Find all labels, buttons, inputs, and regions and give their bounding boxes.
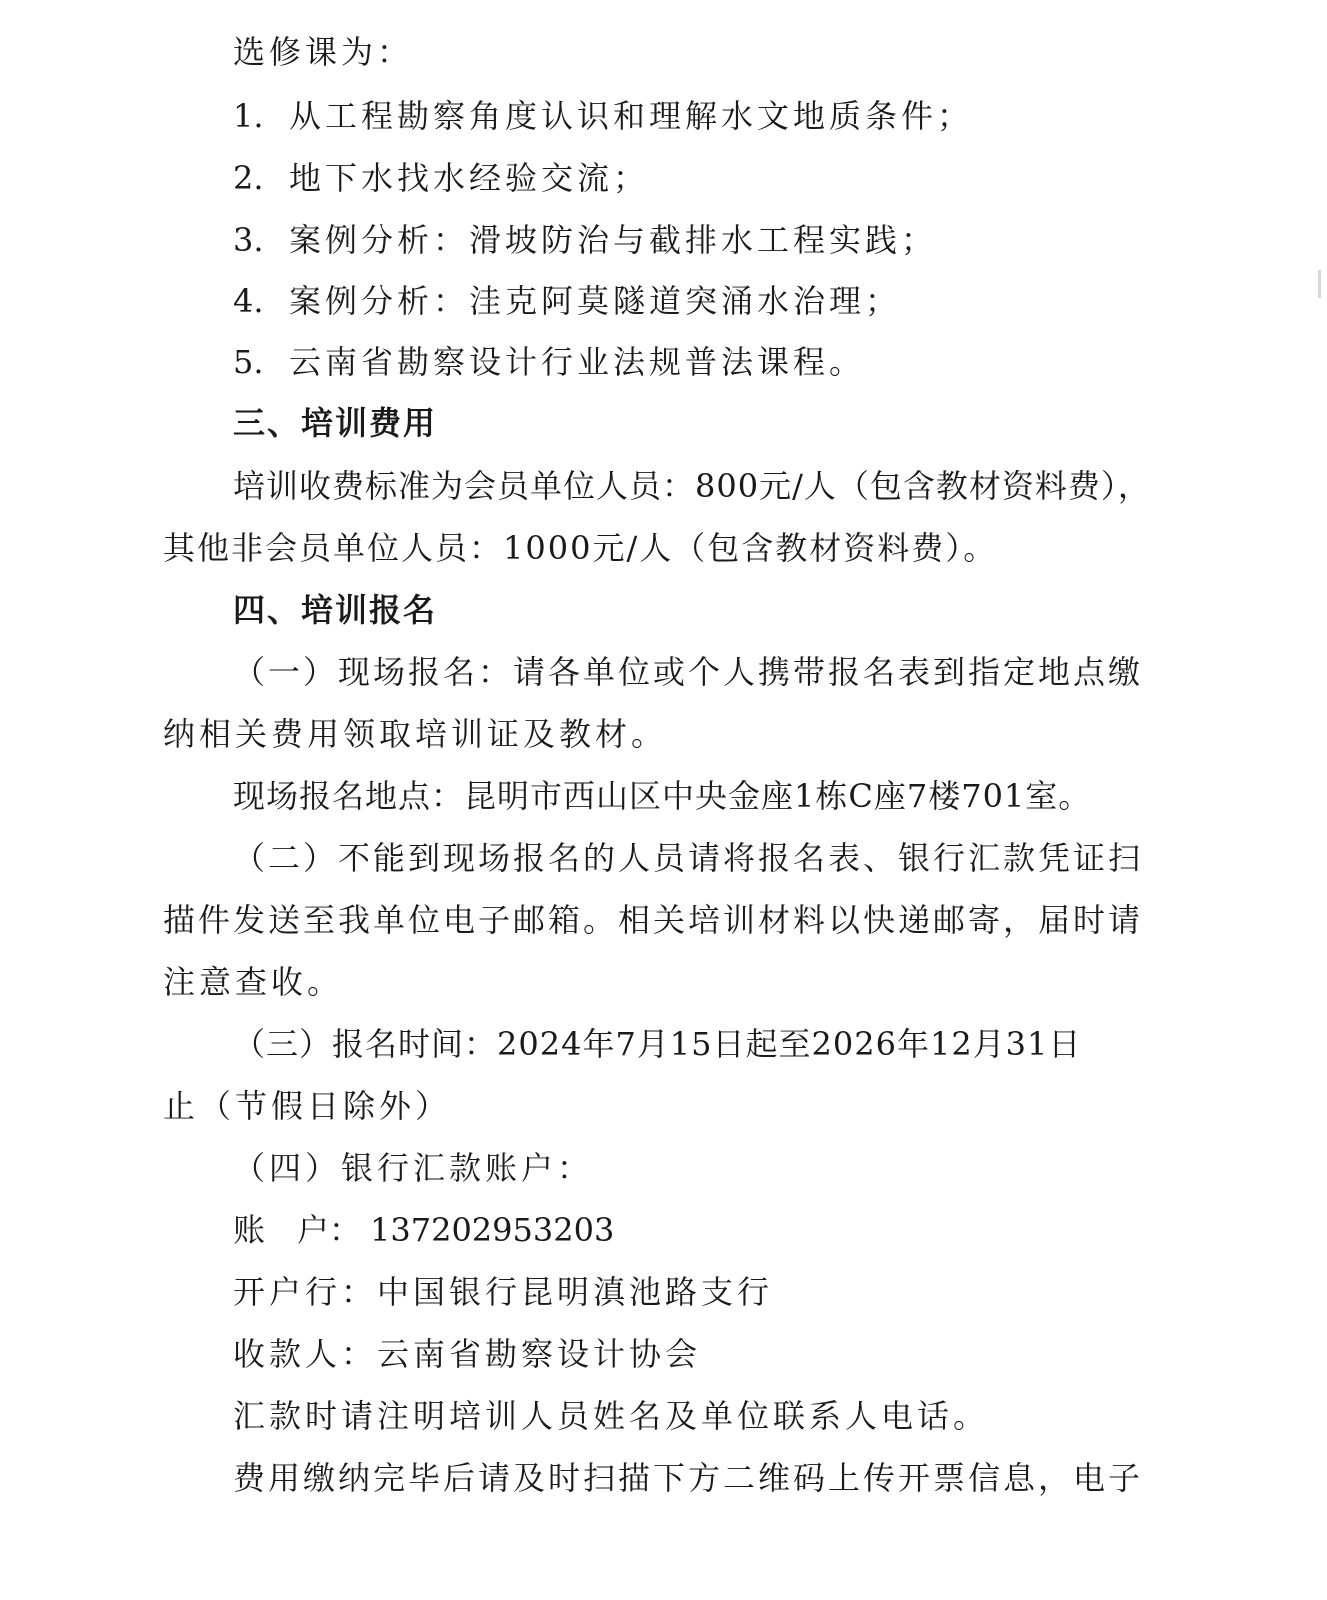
- list-item-text: 云南省勘察设计行业法规普法课程。: [289, 343, 866, 381]
- bank-account-heading: （四）银行汇款账户：: [233, 1149, 594, 1187]
- list-item: [233, 158, 649, 198]
- payee: 收款人：云南省勘察设计协会: [233, 1335, 702, 1373]
- remote-registration-line-3: 注意查收。: [163, 963, 344, 1001]
- bank-name: 开户行：中国银行昆明滇池路支行: [233, 1273, 774, 1311]
- list-item: [233, 220, 937, 260]
- invoice-instructions: 费用缴纳完毕后请及时扫描下方二维码上传开票信息，电子: [233, 1459, 1144, 1497]
- onsite-registration-line-1: （一）现场报名：请各单位或个人携带报名表到指定地点缴: [233, 653, 1144, 691]
- list-item-number: 1.: [233, 97, 264, 135]
- account-number: 137202953203: [370, 1211, 615, 1249]
- account-label: 账 户：: [233, 1211, 362, 1249]
- registration-period-line-2: 止（节假日除外）: [163, 1087, 452, 1125]
- section-heading-fees: 三、培训费用: [233, 404, 438, 442]
- list-item-number: 3.: [233, 221, 264, 259]
- list-item-text: 地下水找水经验交流；: [289, 159, 650, 197]
- fees-line-2: 其他非会员单位人员：1000元/人（包含教材资料费）。: [163, 529, 998, 567]
- list-item: [233, 96, 973, 136]
- remote-registration-line-2: 描件发送至我单位电子邮箱。相关培训材料以快递邮寄，届时请: [163, 901, 1144, 939]
- scan-artifact: [1318, 270, 1321, 298]
- list-item-text: 案例分析：洼克阿莫隧道突涌水治理；: [289, 282, 902, 320]
- list-item-number: 4.: [233, 282, 264, 320]
- list-item: [233, 342, 865, 382]
- list-item-number: 5.: [233, 343, 264, 381]
- section-heading-registration: 四、培训报名: [233, 591, 438, 629]
- registration-location: 现场报名地点：昆明市西山区中央金座1栋C座7楼701室。: [233, 777, 1092, 815]
- remote-registration-line-1: （二）不能到现场报名的人员请将报名表、银行汇款凭证扫: [233, 839, 1144, 877]
- onsite-registration-line-2: 纳相关费用领取培训证及教材。: [163, 715, 668, 753]
- list-item-text: 从工程勘察角度认识和理解水文地质条件；: [289, 97, 974, 135]
- registration-period-line-1: （三）报名时间：2024年7月15日起至2026年12月31日: [233, 1025, 1082, 1063]
- list-item-text: 案例分析：滑坡防治与截排水工程实践；: [289, 221, 938, 259]
- list-item-number: 2.: [233, 159, 264, 197]
- electives-intro: 选修课为：: [233, 33, 414, 71]
- fees-line-1: 培训收费标准为会员单位人员：800元/人（包含教材资料费），: [233, 467, 1151, 505]
- account-number-row: [233, 1210, 614, 1250]
- remittance-note: 汇款时请注明培训人员姓名及单位联系人电话。: [233, 1397, 990, 1435]
- list-item: [233, 281, 901, 321]
